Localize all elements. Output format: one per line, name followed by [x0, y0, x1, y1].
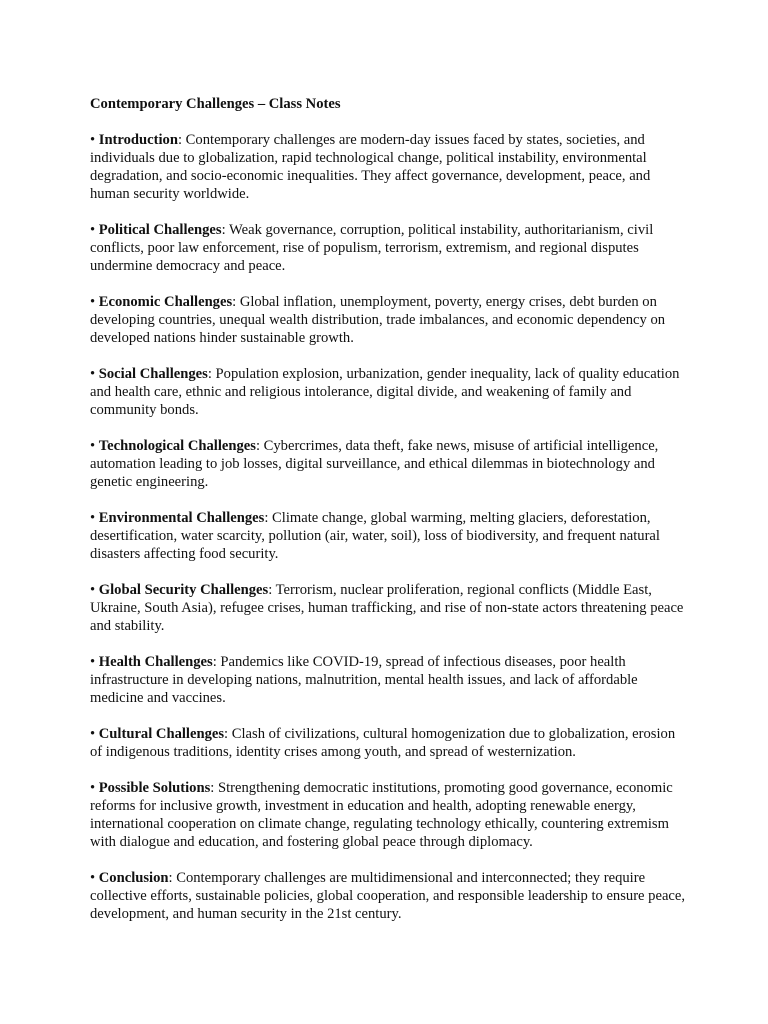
section-heading: Global Security Challenges: [98, 582, 269, 598]
section-health-challenges: [90, 653, 690, 707]
section-technological-challenges: [90, 437, 690, 491]
section-heading: Political Challenges: [98, 222, 222, 238]
bullet: •: [90, 132, 96, 148]
bullet: •: [90, 294, 96, 310]
section-heading: Technological Challenges: [98, 438, 256, 454]
section-heading: Cultural Challenges: [98, 726, 225, 742]
section-economic-challenges: [90, 293, 690, 347]
section-text: : Strengthening democratic institutions, promoting good governance, economic reforms for inclusive growth, investment in education and health, adopting renewable energy, international cooperation on climate change, regulating technology ethically, countering extremism with dialogue and education, and fostering global peace through diplomacy.: [90, 780, 673, 850]
section-introduction: [90, 131, 690, 203]
document-title: Contemporary Challenges – Class Notes: [90, 96, 341, 112]
bullet: •: [90, 438, 96, 454]
bullet: •: [90, 870, 96, 886]
section-heading: Economic Challenges: [98, 294, 233, 310]
section-heading: Introduction: [98, 132, 178, 148]
section-environmental-challenges: [90, 509, 690, 563]
section-text: : Terrorism, nuclear proliferation, regional conflicts (Middle East, Ukraine, South Asia), refugee crises, human trafficking, and rise of non-state actors threatening peace and stability.: [90, 582, 684, 634]
bullet: •: [90, 654, 96, 670]
section-text: : Global inflation, unemployment, poverty, energy crises, debt burden on developing countries, unequal wealth distribution, trade imbalances, and economic dependency on developed nations hinder sustainable growth.: [90, 294, 666, 346]
section-text: : Clash of civilizations, cultural homogenization due to globalization, erosion of indigenous traditions, identity crises among youth, and spread of westernization.: [90, 726, 676, 760]
bullet: •: [90, 726, 96, 742]
section-heading: Health Challenges: [98, 654, 213, 670]
section-possible-solutions: [90, 779, 690, 851]
section-social-challenges: [90, 365, 690, 419]
bullet: •: [90, 582, 96, 598]
section-political-challenges: [90, 221, 690, 275]
bullet: •: [90, 222, 96, 238]
section-global-security-challenges: [90, 581, 690, 635]
section-heading: Environmental Challenges: [98, 510, 265, 526]
bullet: •: [90, 780, 96, 796]
section-heading: Social Challenges: [98, 366, 208, 382]
section-text: : Climate change, global warming, melting glaciers, deforestation, desertification, water scarcity, pollution (air, water, soil), loss of biodiversity, and frequent natural disasters affecting food security.: [90, 510, 660, 562]
section-cultural-challenges: [90, 725, 690, 761]
bullet: •: [90, 366, 96, 382]
section-text: : Weak governance, corruption, political instability, authoritarianism, civil conflicts, poor law enforcement, rise of populism, terrorism, extremism, and regional disputes undermine democracy and peace.: [90, 222, 654, 274]
document-page: [90, 95, 690, 941]
section-text: : Contemporary challenges are multidimensional and interconnected; they require collective efforts, sustainable policies, global cooperation, and responsible leadership to ensure peace, development, and human security in the 21st century.: [90, 870, 686, 922]
section-text: : Population explosion, urbanization, gender inequality, lack of quality education and health care, ethnic and religious intolerance, digital divide, and weakening of family and community bonds.: [90, 366, 680, 418]
section-heading: Conclusion: [98, 870, 169, 886]
bullet: •: [90, 510, 96, 526]
section-conclusion: [90, 869, 690, 923]
section-heading: Possible Solutions: [98, 780, 211, 796]
section-text: : Cybercrimes, data theft, fake news, misuse of artificial intelligence, automation leading to job losses, digital surveillance, and ethical dilemmas in biotechnology and genetic engineering.: [90, 438, 659, 490]
section-text: : Pandemics like COVID-19, spread of infectious diseases, poor health infrastructure in developing nations, malnutrition, mental health issues, and lack of affordable medicine and vaccines.: [90, 654, 638, 706]
section-text: : Contemporary challenges are modern-day issues faced by states, societies, and individuals due to globalization, rapid technological change, political instability, environmental degradation, and socio-economic inequalities. They affect governance, development, peace, and human security worldwide.: [90, 132, 651, 202]
